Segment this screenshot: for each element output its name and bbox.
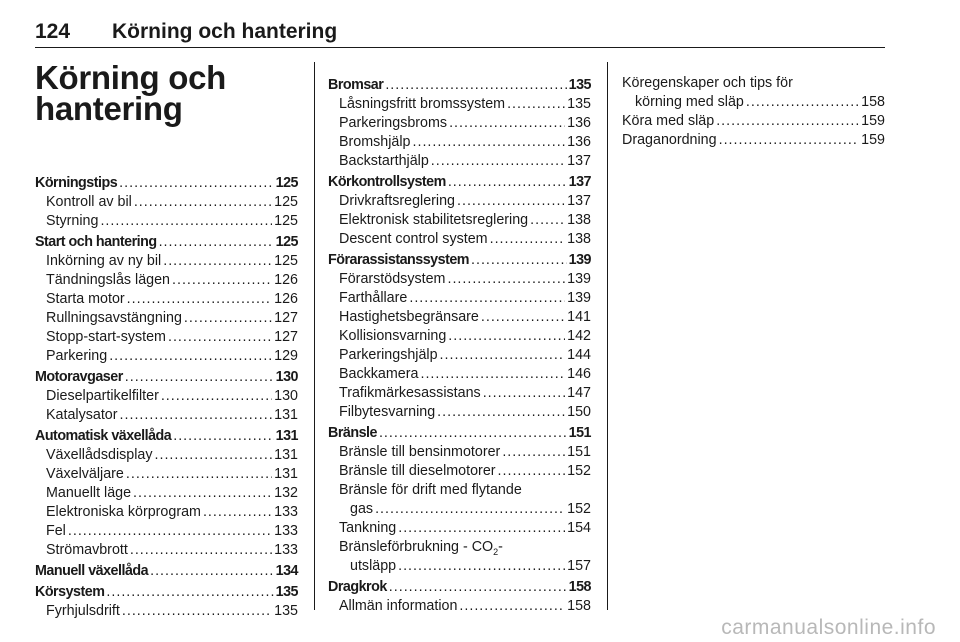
subscript: 2 [493,546,499,557]
toc-entry[interactable] [328,597,591,616]
toc-page-number: 132 [274,485,298,501]
toc-entry-label: Backstarthjälp [339,153,429,169]
toc-dot-leader [413,133,566,152]
toc-dot-leader [746,93,859,112]
toc-entry-label: gas [350,501,374,517]
toc-entry-label-part: - [498,539,503,555]
toc-entry[interactable] [35,309,298,328]
toc-entry[interactable] [622,93,885,112]
toc-page-number: 135 [275,584,298,600]
toc-page-number: 158 [861,94,885,110]
toc-dot-leader [68,522,272,541]
toc-dot-leader [490,230,566,249]
toc-page-number: 131 [274,466,298,482]
toc-entry[interactable] [35,174,298,193]
toc-entry-label: Dragkrok [328,579,387,595]
toc-entry[interactable] [35,583,298,602]
toc-dot-leader [134,193,272,212]
toc-entry[interactable] [328,251,591,270]
toc-dot-leader [184,309,272,328]
toc-entry[interactable] [35,387,298,406]
toc-page-number: 151 [568,425,591,441]
toc-page-number: 131 [274,407,298,423]
toc-dot-leader [106,583,273,602]
toc-dot-leader [379,424,567,443]
toc-entry[interactable] [328,152,591,171]
toc-entry[interactable] [328,578,591,597]
toc-page-number: 150 [567,404,591,420]
toc-page-number: 141 [567,309,591,325]
toc-dot-leader [133,484,272,503]
toc-page-number: 142 [567,328,591,344]
toc-dot-leader [420,365,565,384]
toc-entry[interactable] [35,602,298,621]
toc-dot-leader [122,602,272,621]
toc-page-number: 159 [861,132,885,148]
toc-dot-leader [100,212,272,231]
toc-entry-label: Allmän information [339,598,458,614]
toc-entry-label: Katalysator [46,407,118,423]
toc-entry-label: Förarstödsystem [339,271,446,287]
toc-column-1 [35,172,298,621]
toc-page-number: 158 [568,579,591,595]
toc-entry-label: Bromshjälp [339,134,411,150]
toc-page-number: 137 [567,193,591,209]
toc-page-number: 134 [275,563,298,579]
toc-entry[interactable] [328,443,591,462]
toc-page-number: 125 [274,213,298,229]
toc-entry[interactable] [328,114,591,133]
toc-page-number: 133 [274,523,298,539]
toc-page-number: 129 [274,348,298,364]
toc-entry[interactable] [35,233,298,252]
toc-dot-leader [385,76,566,95]
toc-page-number: 152 [567,501,591,517]
toc-entry[interactable] [328,327,591,346]
toc-entry[interactable] [35,562,298,581]
column-divider-2 [607,62,608,610]
toc-dot-leader [203,503,272,522]
toc-entry[interactable] [328,365,591,384]
toc-entry-label: Hastighetsbegränsare [339,309,479,325]
toc-entry[interactable] [328,76,591,95]
toc-dot-leader [449,114,565,133]
toc-entry[interactable] [328,403,591,422]
toc-entry-label: Farthållare [339,290,408,306]
toc-dot-leader [126,465,272,484]
toc-entry[interactable] [35,347,298,366]
toc-dot-leader [125,368,274,387]
toc-page-number: 125 [275,175,298,191]
toc-page-number: 138 [567,231,591,247]
toc-entry-label: Manuell växellåda [35,563,149,579]
toc-entry-label: Parkering [46,348,108,364]
toc-entry[interactable] [328,95,591,114]
toc-dot-leader [530,211,565,230]
toc-dot-leader [447,270,565,289]
toc-entry-label: Fyrhjulsdrift [46,603,120,619]
toc-dot-leader [159,233,274,252]
toc-page-number: 136 [567,134,591,150]
toc-entry[interactable] [328,346,591,365]
toc-dot-leader [457,192,565,211]
toc-page-number: 137 [567,153,591,169]
toc-page-number: 135 [274,603,298,619]
toc-entry-label-line: Köregenskaper och tips för [622,75,793,91]
toc-entry[interactable] [328,230,591,249]
toc-entry[interactable] [35,541,298,560]
toc-page-number: 138 [567,212,591,228]
toc-page-number: 127 [274,310,298,326]
toc-column-2 [328,74,591,616]
toc-dot-leader [130,541,272,560]
toc-page-number: 151 [567,444,591,460]
toc-entry[interactable] [35,271,298,290]
toc-entry[interactable] [35,484,298,503]
toc-entry-label: Stopp-start-system [46,329,166,345]
toc-dot-leader [398,519,565,538]
toc-page-number: 137 [568,174,591,190]
toc-page-number: 147 [567,385,591,401]
toc-dot-leader [398,557,565,576]
toc-page-number: 139 [568,252,591,268]
toc-dot-leader [173,427,273,446]
toc-entry[interactable] [328,557,591,576]
toc-page-number: 146 [567,366,591,382]
toc-page-number: 127 [274,329,298,345]
toc-page-number: 130 [275,369,298,385]
toc-dot-leader [127,290,272,309]
column-divider-1 [314,62,315,610]
toc-entry-label: utsläpp [350,558,397,574]
toc-entry-label: Filbytesvarning [339,404,436,420]
toc-dot-leader [507,95,565,114]
toc-entry[interactable] [35,503,298,522]
toc-entry-label: Körsystem [35,584,105,600]
header-rule [35,47,885,48]
toc-entry[interactable] [622,112,885,131]
toc-dot-leader [459,597,565,616]
toc-entry[interactable] [328,519,591,538]
toc-entry[interactable] [328,133,591,152]
toc-dot-leader [440,346,566,365]
toc-entry-label: Bränsle till dieselmotorer [339,463,496,479]
toc-dot-leader [163,252,272,271]
running-title: Körning och hantering [112,20,338,43]
toc-page-number: 159 [861,113,885,129]
toc-entry-label-part: Bränsleförbrukning - CO [339,539,494,555]
toc-page-number: 152 [567,463,591,479]
toc-dot-leader [498,462,566,481]
toc-entry-label: Tankning [339,520,397,536]
toc-entry[interactable] [35,427,298,446]
toc-entry[interactable] [35,406,298,425]
toc-dot-leader [481,308,565,327]
toc-page-number: 130 [274,388,298,404]
toc-entry-label: Inkörning av ny bil [46,253,162,269]
toc-entry[interactable] [35,290,298,309]
toc-page-number: 135 [568,77,591,93]
toc-entry[interactable] [35,446,298,465]
toc-entry-label: Automatisk växellåda [35,428,172,444]
toc-entry-label-line: Bränsle för drift med flytande [339,482,522,498]
toc-entry[interactable] [328,211,591,230]
toc-dot-leader [155,446,273,465]
toc-entry-label-line [328,538,591,557]
running-header [35,20,885,46]
toc-entry[interactable] [328,384,591,403]
toc-entry-label: Descent control system [339,231,488,247]
toc-dot-leader [109,347,272,366]
toc-entry-label: Elektronisk stabilitetsreglering [339,212,529,228]
toc-dot-leader [120,406,273,425]
toc-entry[interactable] [622,131,885,150]
toc-page-number: 133 [274,542,298,558]
toc-dot-leader [448,327,565,346]
toc-entry-label: Kontroll av bil [46,194,132,210]
toc-entry-label: Köra med släp [622,113,715,129]
toc-entry-label: Styrning [46,213,99,229]
toc-entry[interactable] [328,270,591,289]
toc-dot-leader [483,384,565,403]
toc-dot-leader [119,174,273,193]
toc-entry-label: Strömavbrott [46,542,128,558]
toc-page-number: 125 [274,194,298,210]
toc-entry-label: Starta motor [46,291,125,307]
toc-page-number: 125 [275,234,298,250]
toc-entry-label: Parkeringshjälp [339,347,438,363]
toc-entry-label: Växelväljare [46,466,124,482]
toc-page-number: 157 [567,558,591,574]
toc-entry[interactable] [328,424,591,443]
toc-entry-label: Start och hantering [35,234,157,250]
toc-entry-label: Körningstips [35,175,118,191]
toc-page-number: 125 [274,253,298,269]
toc-entry[interactable] [35,193,298,212]
toc-entry[interactable] [328,192,591,211]
chapter-title: Körning och hantering [35,59,227,127]
toc-dot-leader [448,173,567,192]
toc-page-number: 139 [567,271,591,287]
toc-entry-label: Växellådsdisplay [46,447,153,463]
toc-dot-leader [172,271,272,290]
toc-entry-label: körning med släp [635,94,744,110]
toc-entry-label: Bromsar [328,77,384,93]
toc-entry[interactable] [35,328,298,347]
toc-page-number: 126 [274,272,298,288]
toc-dot-leader [716,112,859,131]
toc-entry-label: Låsningsfritt bromssystem [339,96,506,112]
toc-entry-label: Dieselpartikelfilter [46,388,159,404]
page-number: 124 [35,20,71,43]
toc-page-number: 133 [274,504,298,520]
toc-entry[interactable] [35,212,298,231]
toc-entry[interactable] [35,465,298,484]
toc-dot-leader [375,500,565,519]
toc-dot-leader [409,289,565,308]
toc-dot-leader [389,578,567,597]
toc-entry[interactable] [35,252,298,271]
toc-dot-leader [168,328,272,347]
toc-dot-leader [471,251,567,270]
toc-entry-label: Fel [46,523,66,539]
toc-entry[interactable] [328,308,591,327]
toc-page-number: 136 [567,115,591,131]
toc-entry-label: Bränsle till bensinmotorer [339,444,501,460]
toc-entry-label: Manuellt läge [46,485,132,501]
toc-dot-leader [719,131,860,150]
toc-entry[interactable] [328,173,591,192]
toc-page-number: 135 [567,96,591,112]
toc-page-number: 158 [567,598,591,614]
toc-dot-leader [161,387,272,406]
toc-entry-label: Trafikmärkesassistans [339,385,481,401]
toc-entry-label: Rullningsavstängning [46,310,182,326]
toc-entry[interactable] [35,368,298,387]
toc-entry[interactable] [328,289,591,308]
toc-entry-label: Bränsle [328,425,377,441]
toc-dot-leader [437,403,565,422]
toc-entry-label: Förarassistanssystem [328,252,469,268]
toc-entry-label: Kollisionsvarning [339,328,447,344]
toc-dot-leader [150,562,274,581]
toc-page-number: 144 [567,347,591,363]
toc-entry-label: Körkontrollsystem [328,174,446,190]
toc-entry-label: Draganordning [622,132,717,148]
toc-column-3 [622,74,885,150]
toc-page-number: 131 [275,428,298,444]
toc-entry-label: Drivkraftsreglering [339,193,455,209]
toc-entry-label: Motoravgaser [35,369,123,385]
toc-entry[interactable] [328,500,591,519]
toc-entry-label: Backkamera [339,366,419,382]
toc-page-number: 154 [567,520,591,536]
toc-page-number: 126 [274,291,298,307]
watermark: carmanualsonline.info [721,616,936,639]
toc-entry-label: Tändningslås lägen [46,272,170,288]
toc-page-number: 131 [274,447,298,463]
toc-entry[interactable] [328,462,591,481]
toc-page-number: 139 [567,290,591,306]
toc-entry-label: Parkeringsbroms [339,115,448,131]
toc-dot-leader [431,152,565,171]
toc-entry[interactable] [35,522,298,541]
toc-entry-label: Elektroniska körprogram [46,504,201,520]
toc-dot-leader [502,443,565,462]
